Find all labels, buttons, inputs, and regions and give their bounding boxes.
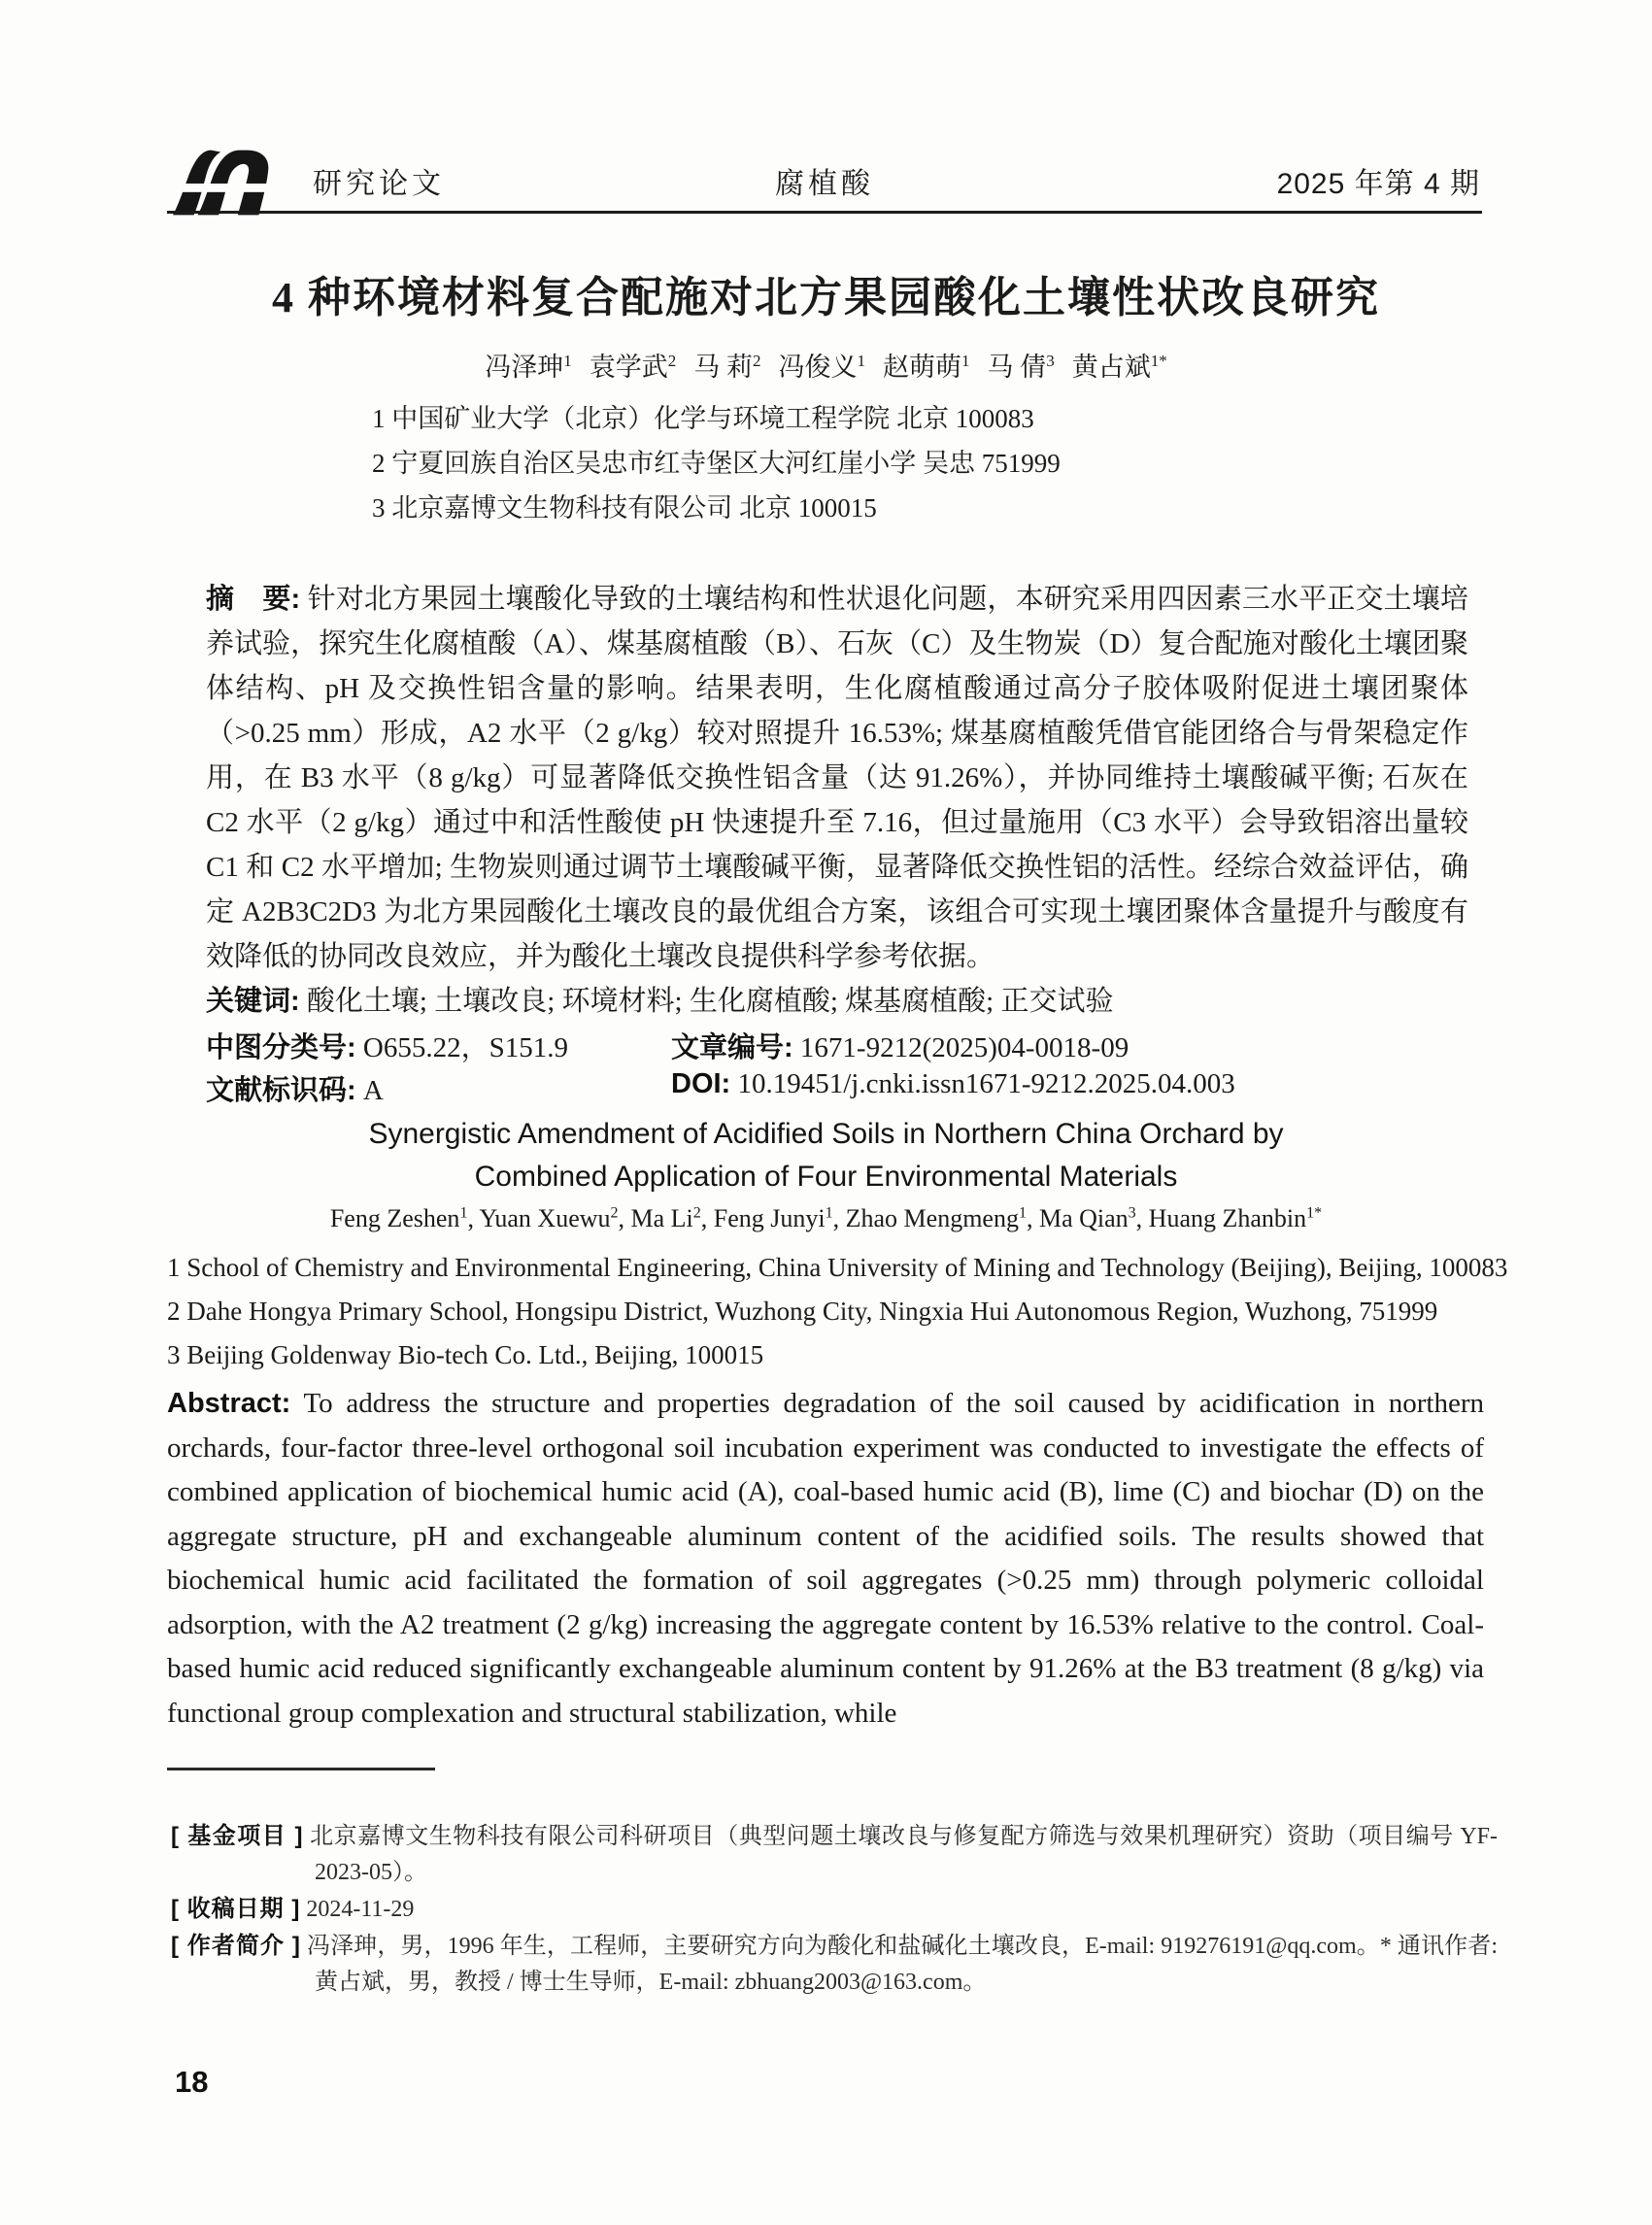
header-issue-label: 2025 年第 4 期	[1276, 168, 1480, 200]
footnote-rule	[167, 1768, 435, 1770]
footnote-label: [ 作者简介 ]	[171, 1933, 301, 1959]
footnotes	[171, 1818, 1498, 2001]
article-id: 文章编号: 1671-9212(2025)04-0018-09	[671, 1032, 1129, 1063]
title-en-line2: Combined Application of Four Environmental Materials	[474, 1161, 1178, 1193]
authors-cn	[0, 346, 1652, 384]
footnote-item: [ 作者简介 ] 冯泽珅，男，1996 年生，工程师，主要研究方向为酸化和盐碱化土壤改良，E-mail: 919276191@qq.com。* 通讯作者: 黄占斌，男，教授 / 博士生导师，E-mail: zbhuang2003@163.com。	[171, 1933, 1498, 1995]
author-affil-sup: 1	[961, 352, 970, 370]
author-en: Ma Li$^2$	[630, 1204, 701, 1232]
author-en: Ma Qian$^3$	[1038, 1204, 1136, 1232]
footnote-item: [ 基金项目 ] 北京嘉博文生物科技有限公司科研项目（典型问题土壤改良与修复配方筛选与效果机理研究）资助（项目编号 YF-2023-05）。	[171, 1823, 1499, 1885]
abstract-cn-text: 针对北方果园土壤酸化导致的土壤结构和性状退化问题，本研究采用四因素三水平正交土壤培养试验，探究生化腐植酸（A）、煤基腐植酸（B）、石灰（C）及生物炭（D）复合配施对酸化土壤团聚体结构、pH 及交换性铝含量的影响。结果表明，生化腐植酸通过高分子胶体吸附促进土壤团聚体（>0.25 mm）形成，A2 水平（2 g/kg）较对照提升 16.53%; 煤基腐植酸凭借官能团络合与骨架稳定作用，在 B3 水平（8 g/kg）可显著降低交换性铝含量（达 91.26%），并协同维持土壤酸碱平衡; 石灰在 C2 水平（2 g/kg）通过中和活性酸使 pH 快速提升至 7.16，但过量施用（C3 水平）会导致铝溶出量较 C1 和 C2 水平增加; 生物炭则通过调节土壤酸碱平衡，显著降低交换性铝的活性。经综合效益评估，确定 A2B3C2D3 为北方果园酸化土壤改良的最优组合方案，该组合可实现土壤团聚体含量提升与酸度有效降低的协同改良效应，并为酸化土壤改良提供科学参考依据。	[206, 584, 1468, 972]
author-cn: 袁学武$^2$	[589, 352, 677, 382]
page-header	[167, 148, 1482, 212]
author-affil-sup: 3	[1128, 1204, 1136, 1222]
footnote-label: [ 基金项目 ]	[171, 1823, 304, 1849]
authors-en: Feng Zeshen$^1$, Yuan Xuewu$^2$, Ma Li$^2$, Feng Junyi$^1$, Zhao Mengmeng$^1$, Ma Qian$^3$, Huang Zhanbin$^{1*}$	[329, 1204, 1323, 1232]
author-cn: 马 倩$^3$	[987, 352, 1055, 382]
author-cn: 马 莉$^2$	[693, 352, 761, 382]
keywords-text: 酸化土壤; 土壤改良; 环境材料; 生化腐植酸; 煤基腐植酸; 正交试验	[306, 986, 1114, 1017]
document-code: 文献标识码: A	[206, 1075, 384, 1106]
affiliation-cn-item: 1 中国矿业大学（北京）化学与环境工程学院 北京 100083	[372, 404, 1034, 433]
affiliations-en	[167, 1246, 1507, 1377]
author-affil-sup: 2	[610, 1204, 619, 1222]
author-cn: 冯俊义$^1$	[778, 352, 865, 382]
keywords-cn	[206, 979, 1468, 1019]
article-title-en	[0, 1113, 1652, 1198]
author-affil-sup: 2	[692, 1204, 701, 1222]
abstract-cn	[206, 577, 1468, 979]
author-affil-sup: 1	[563, 352, 572, 370]
author-affil-sup: 1	[1018, 1204, 1027, 1222]
doi: DOI: 10.19451/j.cnki.issn1671-9212.2025.04.003	[671, 1068, 1235, 1099]
author-cn: 赵萌萌$^1$	[883, 352, 970, 382]
header-rule	[167, 211, 1482, 214]
author-affil-sup: 1	[857, 352, 865, 370]
author-affil-sup: 1*	[1150, 352, 1167, 370]
author-affil-sup: 1*	[1306, 1204, 1323, 1222]
author-affil-sup: 1	[459, 1204, 468, 1222]
affiliation-cn-item: 2 宁夏回族自治区吴忠市红寺堡区大河红崖小学 吴忠 751999	[372, 449, 1061, 478]
page-number: 18	[175, 2065, 209, 2099]
author-en: Yuan Xuewu$^2$	[479, 1204, 619, 1232]
author-en: Feng Zeshen$^1$	[329, 1204, 468, 1232]
author-affil-sup: 1	[825, 1204, 833, 1222]
clc-number: 中图分类号: O655.22，S151.9	[206, 1032, 568, 1063]
affiliation-en-item: 1 School of Chemistry and Environmental Engineering, China University of Mining and Technology (Beijing), Beijing, 100083	[167, 1253, 1508, 1282]
keywords-label: 关键词:	[206, 986, 300, 1017]
abstract-cn-label: 摘 要:	[206, 584, 301, 615]
meta-row-1	[206, 1026, 1468, 1065]
journal-logo-icon	[171, 148, 286, 218]
author-en: Zhao Mengmeng$^1$	[845, 1204, 1027, 1232]
affiliation-en-item: 3 Beijing Goldenway Bio-tech Co. Ltd., Beijing, 100015	[167, 1340, 764, 1369]
author-en: Huang Zhanbin$^{1*}$	[1148, 1204, 1323, 1232]
abstract-en	[167, 1382, 1484, 1736]
author-affil-sup: 2	[753, 352, 761, 370]
abstract-en-label: Abstract:	[167, 1388, 291, 1419]
affiliations-cn	[372, 396, 1061, 530]
abstract-en-text: To address the structure and properties degradation of the soil caused by acidification in northern orchards, four-factor three-level orthogonal soil incubation experiment was conducted to investigate the effects of combined application of biochemical humic acid (A), coal-based humic acid (B), lime (C) and biochar (D) on the aggregate structure, pH and exchangeable aluminum content of the acidified soils. The results showed that biochemical humic acid facilitated the formation of soil aggregates (>0.25 mm) through polymeric colloidal adsorption, with the A2 treatment (2 g/kg) increasing the aggregate content by 16.53% relative to the control. Coal-based humic acid reduced significantly exchangeable aluminum content by 91.26% at the B3 treatment (8 g/kg) via functional group complexation and structural stabilization, while	[167, 1388, 1484, 1729]
author-en: Feng Junyi$^1$	[713, 1204, 833, 1232]
affiliation-en-item: 2 Dahe Hongya Primary School, Hongsipu District, Wuzhong City, Ningxia Hui Autonomous Region, Wuzhong, 751999	[167, 1297, 1438, 1326]
footnote-label: [ 收稿日期 ]	[171, 1896, 301, 1922]
author-affil-sup: 3	[1046, 352, 1055, 370]
footnote-item: [ 收稿日期 ] 2024-11-29	[171, 1896, 415, 1922]
header-section-label: 研究论文	[313, 168, 445, 200]
header-journal-name: 腐植酸	[775, 168, 874, 200]
author-cn: 冯泽珅$^1$	[485, 352, 572, 382]
author-cn: 黄占斌$^{1*}$	[1071, 352, 1167, 382]
title-en-line1: Synergistic Amendment of Acidified Soils in Northern China Orchard by	[368, 1118, 1284, 1150]
article-title-cn: 4 种环境材料复合配施对北方果园酸化土壤性状改良研究	[272, 274, 1380, 321]
affiliation-cn-item: 3 北京嘉博文生物科技有限公司 北京 100015	[372, 493, 877, 523]
meta-row-2	[206, 1068, 1468, 1108]
author-affil-sup: 2	[667, 352, 677, 370]
